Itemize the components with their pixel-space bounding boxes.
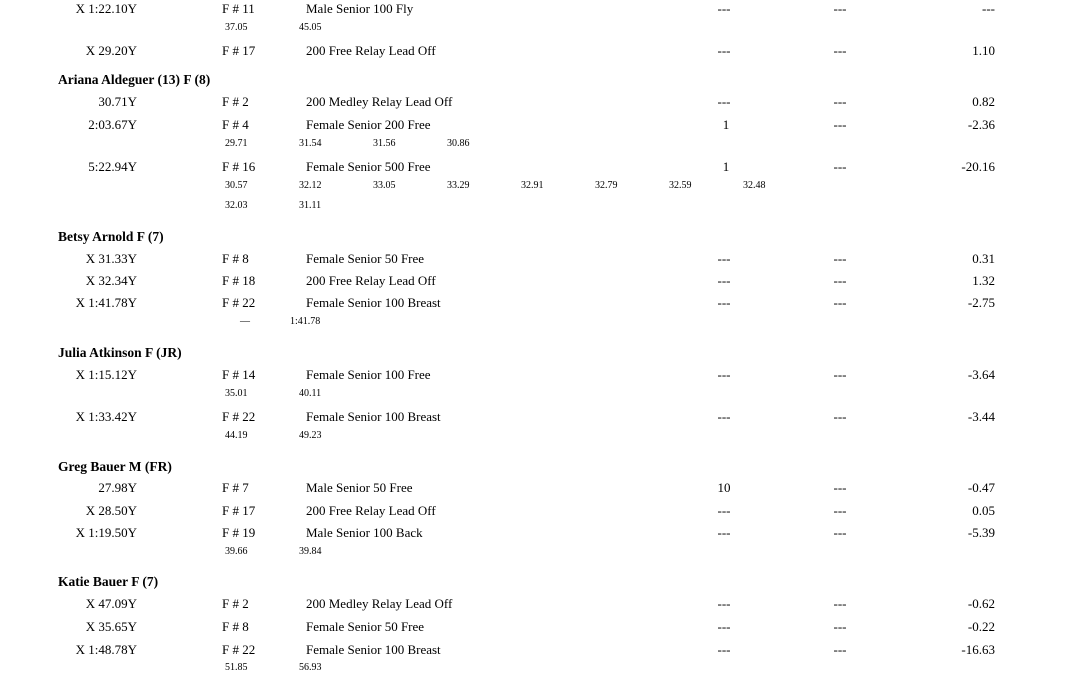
swimmer-header: Katie Bauer F (7) xyxy=(58,574,159,589)
event-number: F # 16 xyxy=(222,159,256,174)
swimmer-header: Julia Atkinson F (JR) xyxy=(58,345,182,360)
place: 10 xyxy=(717,480,731,495)
swim-time: 2:03.67Y xyxy=(88,117,137,132)
place: 1 xyxy=(722,117,730,132)
event-name: Female Senior 50 Free xyxy=(306,251,425,266)
points: --- xyxy=(833,642,847,657)
event-number: F # 11 xyxy=(222,1,255,16)
points: --- xyxy=(833,503,847,518)
split-time: 49.23 xyxy=(299,430,322,441)
place: --- xyxy=(717,525,731,540)
time-difference: -2.75 xyxy=(967,295,995,310)
split-time: 32.48 xyxy=(743,180,766,191)
time-difference: 1.32 xyxy=(972,273,995,288)
split-time: 37.05 xyxy=(225,22,248,33)
points: --- xyxy=(833,43,847,58)
event-number: F # 18 xyxy=(222,273,256,288)
event-name: 200 Free Relay Lead Off xyxy=(306,43,436,58)
time-difference: 0.82 xyxy=(972,94,995,109)
event-number: F # 22 xyxy=(222,409,256,424)
points: --- xyxy=(833,525,847,540)
place: --- xyxy=(717,1,731,16)
swim-time: X 1:41.78Y xyxy=(75,295,137,310)
split-time: 31.54 xyxy=(299,138,322,149)
swim-time: X 32.34Y xyxy=(85,273,137,288)
place: --- xyxy=(717,94,731,109)
swim-time: 30.71Y xyxy=(98,94,137,109)
place: --- xyxy=(717,273,731,288)
event-name: 200 Free Relay Lead Off xyxy=(306,273,436,288)
split-time: 31.56 xyxy=(373,138,396,149)
swim-time: X 28.50Y xyxy=(85,503,137,518)
event-name: Female Senior 50 Free xyxy=(306,619,425,634)
split-time: 32.03 xyxy=(225,200,248,211)
split-time: 35.01 xyxy=(225,388,248,399)
split-time: 33.29 xyxy=(447,180,470,191)
event-number: F # 8 xyxy=(222,251,249,266)
time-difference: -3.44 xyxy=(967,409,995,424)
event-number: F # 2 xyxy=(222,94,249,109)
swim-time: X 1:48.78Y xyxy=(75,642,137,657)
split-time: 32.79 xyxy=(595,180,618,191)
event-number: F # 17 xyxy=(222,503,256,518)
event-number: F # 22 xyxy=(222,642,256,657)
place: --- xyxy=(717,251,731,266)
swimmer-header: Betsy Arnold F (7) xyxy=(58,229,164,244)
event-name: Female Senior 100 Breast xyxy=(306,642,441,657)
place: --- xyxy=(717,619,731,634)
split-time: 44.19 xyxy=(225,430,248,441)
swim-time: X 1:22.10Y xyxy=(75,1,137,16)
points: --- xyxy=(833,367,847,382)
points: --- xyxy=(833,619,847,634)
event-number: F # 17 xyxy=(222,43,256,58)
place: --- xyxy=(717,367,731,382)
swimmer-header: Greg Bauer M (FR) xyxy=(58,459,172,474)
points: --- xyxy=(833,1,847,16)
place: --- xyxy=(717,503,731,518)
event-name: 200 Free Relay Lead Off xyxy=(306,503,436,518)
place: --- xyxy=(717,43,731,58)
swim-time: X 1:19.50Y xyxy=(75,525,137,540)
event-name: Female Senior 200 Free xyxy=(306,117,431,132)
split-time: 32.12 xyxy=(299,180,322,191)
event-number: F # 2 xyxy=(222,596,249,611)
event-number: F # 22 xyxy=(222,295,256,310)
time-difference: -5.39 xyxy=(967,525,995,540)
split-time: 39.84 xyxy=(299,546,322,557)
event-name: Male Senior 100 Fly xyxy=(306,1,414,16)
event-number: F # 8 xyxy=(222,619,249,634)
place: --- xyxy=(717,642,731,657)
event-name: Female Senior 100 Free xyxy=(306,367,431,382)
split-time: 33.05 xyxy=(373,180,396,191)
place: --- xyxy=(717,596,731,611)
split-time: 1:41.78 xyxy=(290,316,321,327)
swim-time: 5:22.94Y xyxy=(88,159,137,174)
event-name: 200 Medley Relay Lead Off xyxy=(306,94,453,109)
time-difference: 1.10 xyxy=(972,43,995,58)
split-time: 32.59 xyxy=(669,180,692,191)
points: --- xyxy=(833,480,847,495)
event-name: Female Senior 100 Breast xyxy=(306,295,441,310)
swim-time: X 47.09Y xyxy=(85,596,137,611)
time-difference: -0.22 xyxy=(967,619,995,634)
points: --- xyxy=(833,117,847,132)
swim-time: X 1:15.12Y xyxy=(75,367,137,382)
points: --- xyxy=(833,159,847,174)
event-name: Male Senior 50 Free xyxy=(306,480,413,495)
event-number: F # 19 xyxy=(222,525,256,540)
place: 1 xyxy=(722,159,730,174)
event-number: F # 7 xyxy=(222,480,249,495)
points: --- xyxy=(833,94,847,109)
place: --- xyxy=(717,409,731,424)
time-difference: 0.05 xyxy=(972,503,995,518)
swim-time: X 1:33.42Y xyxy=(75,409,137,424)
swim-time: 27.98Y xyxy=(98,480,137,495)
split-time: 56.93 xyxy=(299,662,322,673)
split-time: — xyxy=(240,316,250,327)
time-difference: -0.47 xyxy=(967,480,995,495)
event-name: Male Senior 100 Back xyxy=(306,525,423,540)
split-time: 39.66 xyxy=(225,546,248,557)
swim-time: X 35.65Y xyxy=(85,619,137,634)
points: --- xyxy=(833,596,847,611)
swimmer-header: Ariana Aldeguer (13) F (8) xyxy=(58,72,211,87)
split-time: 40.11 xyxy=(299,388,322,399)
split-time: 31.11 xyxy=(299,200,322,211)
split-time: 32.91 xyxy=(521,180,544,191)
split-time: 30.57 xyxy=(225,180,248,191)
time-difference: -16.63 xyxy=(961,642,995,657)
split-time: 45.05 xyxy=(299,22,322,33)
points: --- xyxy=(833,273,847,288)
time-difference: 0.31 xyxy=(972,251,995,266)
place: --- xyxy=(717,295,731,310)
time-difference: -3.64 xyxy=(967,367,995,382)
event-number: F # 4 xyxy=(222,117,249,132)
time-difference: -20.16 xyxy=(961,159,995,174)
split-time: 29.71 xyxy=(225,138,248,149)
points: --- xyxy=(833,251,847,266)
points: --- xyxy=(833,295,847,310)
event-name: Female Senior 500 Free xyxy=(306,159,431,174)
event-name: Female Senior 100 Breast xyxy=(306,409,441,424)
event-name: 200 Medley Relay Lead Off xyxy=(306,596,453,611)
time-difference: -0.62 xyxy=(967,596,995,611)
points: --- xyxy=(833,409,847,424)
swim-time: X 31.33Y xyxy=(85,251,137,266)
swim-time: X 29.20Y xyxy=(85,43,137,58)
time-difference: -2.36 xyxy=(967,117,995,132)
split-time: 30.86 xyxy=(447,138,470,149)
event-number: F # 14 xyxy=(222,367,256,382)
time-difference: --- xyxy=(982,1,995,16)
split-time: 51.85 xyxy=(225,662,248,673)
